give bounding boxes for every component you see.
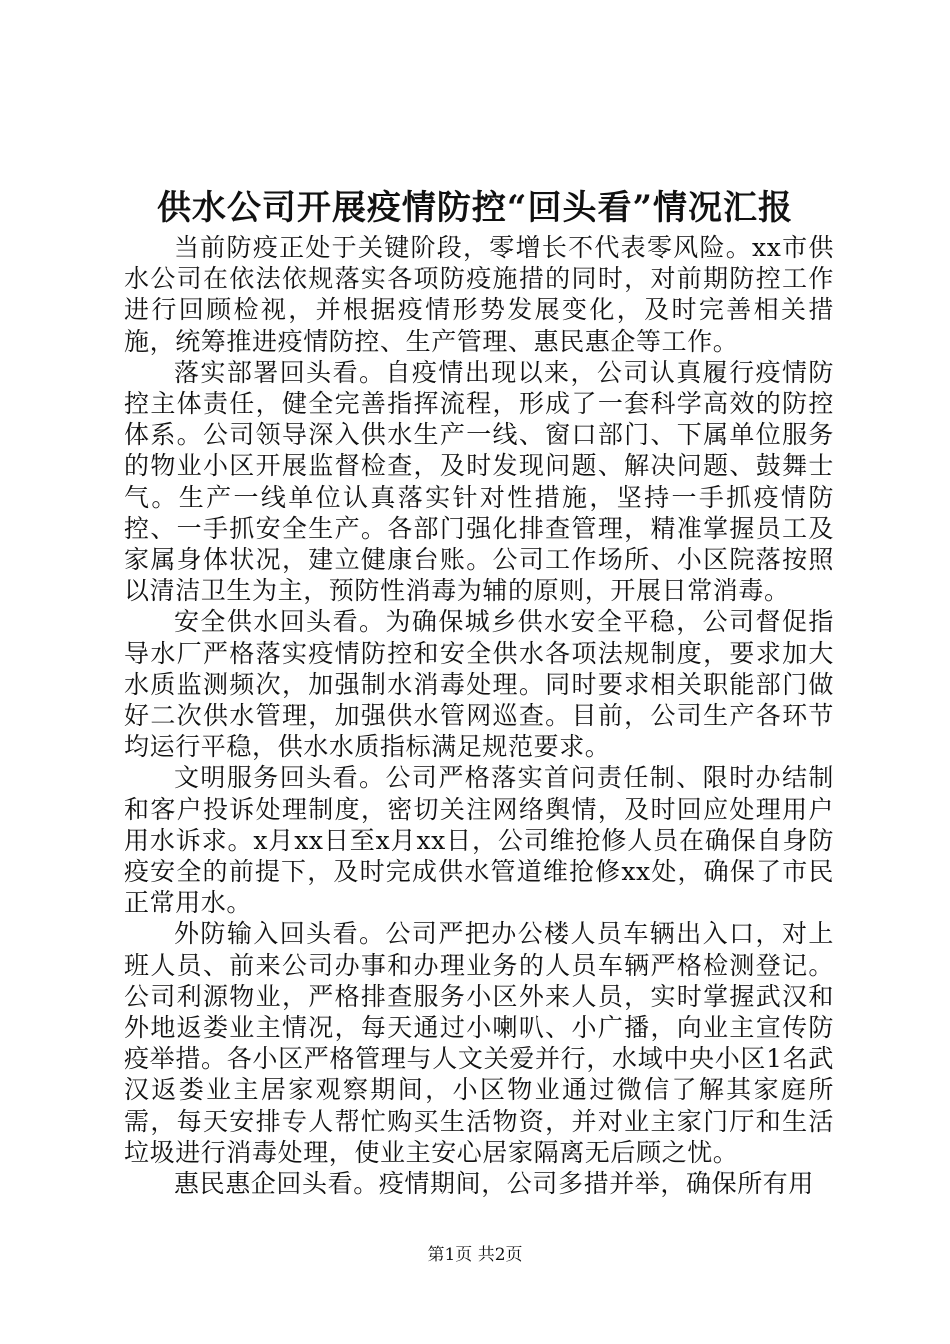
paragraph-public-benefit-review: 惠民惠企回头看。疫情期间，公司多措并举，确保所有用	[174, 1169, 815, 1199]
document-body	[124, 232, 834, 1199]
page-footer: 第1页 共2页	[427, 1245, 523, 1265]
document-title: 供水公司开展疫情防控“回头看”情况汇报	[156, 188, 794, 228]
paragraph-service-review: 文明服务回头看。公司严格落实首问责任制、限时办结制和客户投诉处理制度，密切关注网络舆情，及时回应处理用户用水诉求。x月xx日至x月xx日，公司维抢修人员在确保自身防疫安全的前提下，及时完成供水管道维抢修xx处，确保了市民正常用水。	[124, 763, 834, 918]
paragraph-intro: 当前防疫正处于关键阶段，零增长不代表零风险。xx市供水公司在依法依规落实各项防疫施措的同时，对前期防控工作进行回顾检视，并根据疫情形势发展变化，及时完善相关措施，统筹推进疫情防控、生产管理、惠民惠企等工作。	[124, 233, 834, 356]
paragraph-deployment-review: 落实部署回头看。自疫情出现以来，公司认真履行疫情防控主体责任，健全完善指挥流程，形成了一套科学高效的防控体系。公司领导深入供水生产一线、窗口部门、下属单位服务的物业小区开展监督检查，及时发现问题、解决问题、鼓舞士气。生产一线单位认真落实针对性措施，坚持一手抓疫情防控、一手抓安全生产。各部门强化排查管理，精准掌握员工及家属身体状况，建立健康台账。公司工作场所、小区院落按照以清洁卫生为主，预防性消毒为辅的原则，开展日常消毒。	[124, 357, 834, 606]
paragraph-water-supply-review: 安全供水回头看。为确保城乡供水安全平稳，公司督促指导水厂严格落实疫情防控和安全供水各项法规制度，要求加大水质监测频次，加强制水消毒处理。同时要求相关职能部门做好二次供水管理，加强供水管网巡查。目前，公司生产各环节均运行平稳，供水水质指标满足规范要求。	[124, 607, 834, 762]
paragraph-import-prevention-review: 外防输入回头看。公司严把办公楼人员车辆出入口，对上班人员、前来公司办事和办理业务的人员车辆严格检测登记。公司利源物业，严格排查服务小区外来人员，实时掌握武汉和外地返娄业主情况，每天通过小喇叭、小广播，向业主宣传防疫举措。各小区严格管理与人文关爱并行，水域中央小区1名武汉返娄业主居家观察期间，小区物业通过微信了解其家庭所需，每天安排专人帮忙购买生活物资，并对业主家门厅和生活垃圾进行消毒处理，使业主安心居家隔离无后顾之忧。	[124, 919, 834, 1167]
